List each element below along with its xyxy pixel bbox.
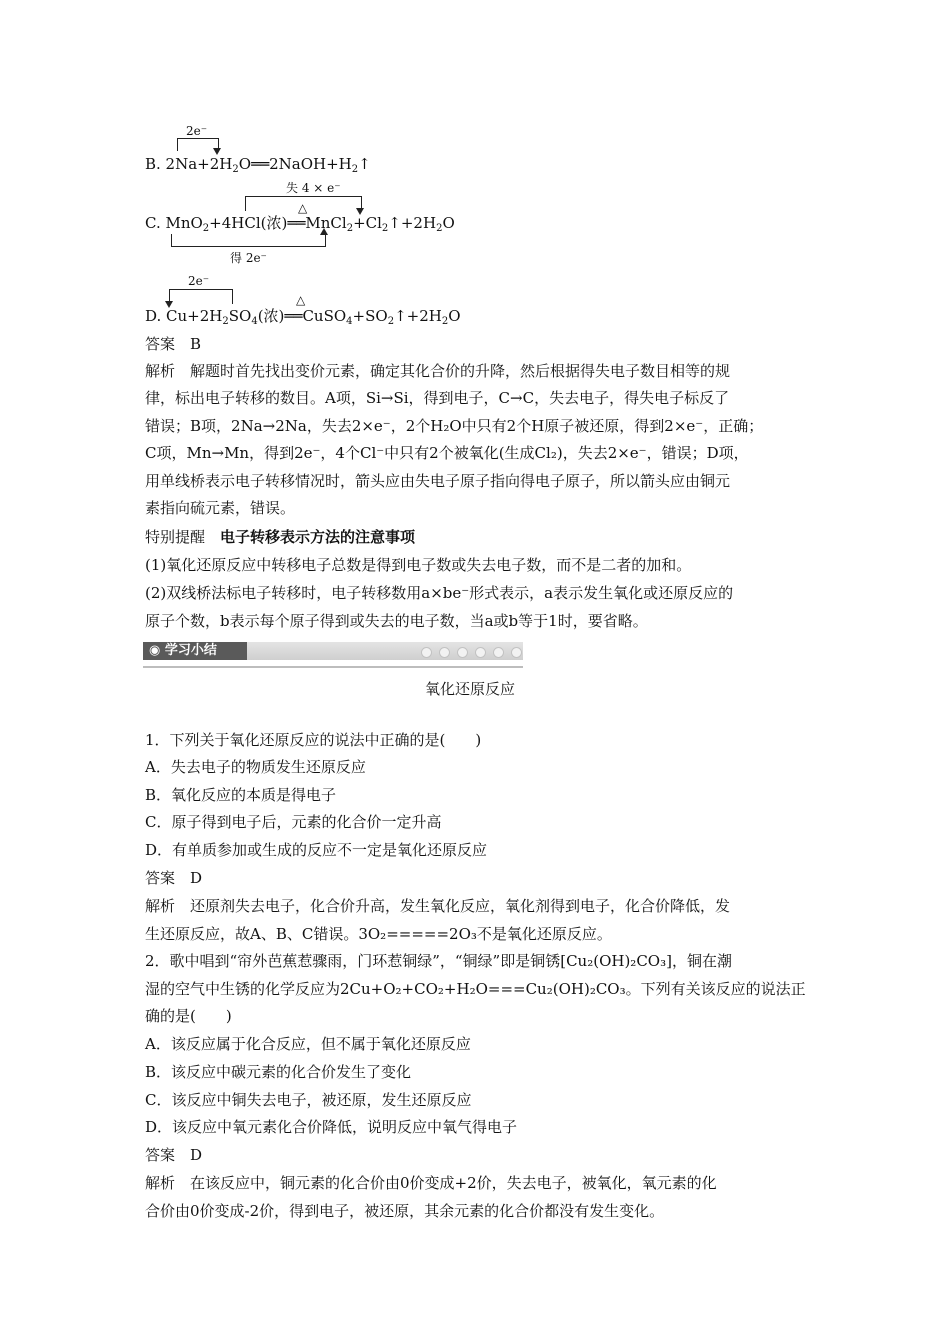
analysis-1-line: 律，标出电子转移的数目。A项，Si→Si，得到电子，C→C，失去电子，得失电子标反了 bbox=[145, 389, 730, 407]
analysis-1-line: 用单线桥表示电子转移情况时，箭头应由失电子原子指向得电子原子，所以箭头应由铜元 bbox=[145, 472, 731, 490]
banner-title: ◉ 学习小结 bbox=[143, 642, 253, 660]
dot-icon bbox=[511, 647, 522, 658]
tip-line: (1)氧化还原反应中转移电子总数是得到电子数或失去电子数，而不是二者的加和。 bbox=[145, 556, 692, 574]
question-2-analysis: 解析 在该反应中，铜元素的化合价由0价变成+2价，失去电子，被氧化，氧元素的化 bbox=[145, 1174, 717, 1192]
answer-1: 答案 B bbox=[145, 335, 202, 353]
dot-icon bbox=[475, 647, 486, 658]
question-1-analysis: 解析 还原剂失去电子，化合价升高，发生氧化反应，氧化剂得到电子，化合价降低，发 bbox=[145, 897, 731, 915]
question-2-option: C．该反应中铜失去电子，被还原，发生还原反应 bbox=[145, 1091, 472, 1109]
dot-icon bbox=[493, 647, 504, 658]
question-1-option: D．有单质参加或生成的反应不一定是氧化还原反应 bbox=[145, 841, 488, 859]
question-1-option: C．原子得到电子后，元素的化合价一定升高 bbox=[145, 813, 442, 831]
question-1-answer: 答案 D bbox=[145, 869, 203, 887]
banner-rule bbox=[143, 666, 523, 668]
eq-d-delta: △ bbox=[296, 293, 306, 307]
analysis-1-line: 错误；B项，2Na→2Na，失去2×e⁻，2个H₂O中只有2个H原子被还原，得到2×e⁻，正确； bbox=[145, 417, 764, 435]
eq-c-bottom-bridge bbox=[171, 234, 326, 247]
eq-d-electron-label: 2e⁻ bbox=[188, 274, 210, 288]
eq-c-line: C. MnO$_2$+4HCl(浓)$══MnCl_2+Cl_2↑+2H_2O$ bbox=[145, 214, 455, 234]
summary-title: 氧化还原反应 bbox=[425, 680, 516, 698]
analysis-1-line: C项，Mn→Mn，得到2e⁻，4个Cl⁻中只有2个被氧化(生成Cl₂)，失去2×e⁻，错误；D项， bbox=[145, 444, 749, 462]
eq-d-bridge bbox=[169, 289, 233, 304]
question-2-option: D．该反应中氧元素化合价降低，说明反应中氧气得电子 bbox=[145, 1118, 518, 1136]
dot-icon bbox=[421, 647, 432, 658]
dot-icon bbox=[457, 647, 468, 658]
question-1-analysis: 生还原反应，故A、B、C错误。3O₂=====2O₃不是氧化还原反应。 bbox=[145, 925, 612, 943]
eq-c-gain-label: 得 2e⁻ bbox=[230, 251, 267, 265]
tip-label: 特别提醒 bbox=[145, 528, 221, 546]
question-2-stem: 湿的空气中生锈的化学反应为2Cu+O₂+CO₂+H₂O===Cu₂(OH)₂CO₃。下列有关该反应的说法正 bbox=[145, 980, 806, 998]
analysis-1-line: 素指向硫元素，错误。 bbox=[145, 499, 296, 517]
section-banner bbox=[143, 642, 523, 670]
tip-line: 原子个数，b表示每个原子得到或失去的电子数，当a或b等于1时，要省略。 bbox=[145, 612, 648, 630]
question-1-stem: 1．下列关于氧化还原反应的说法中正确的是( ) bbox=[145, 731, 482, 749]
eq-b-electron-label: 2e⁻ bbox=[186, 124, 208, 138]
eq-d-line: D. $Cu+2H_2SO_4$(浓)$══CuSO_4+SO_2↑+2H_2O$ bbox=[145, 307, 461, 327]
question-2-answer: 答案 D bbox=[145, 1146, 203, 1164]
question-2-option: A．该反应属于化合反应，但不属于氧化还原反应 bbox=[145, 1035, 471, 1053]
tip-line: (2)双线桥法标电子转移时，电子转移数用a×be⁻形式表示，a表示发生氧化或还原反应的 bbox=[145, 584, 734, 602]
tip-heading bbox=[145, 527, 415, 547]
question-1-option: B．氧化反应的本质是得电子 bbox=[145, 786, 337, 804]
eq-c-lose-label: 失 4 × e⁻ bbox=[286, 181, 341, 195]
question-2-stem: 确的是( ) bbox=[145, 1007, 232, 1025]
tip-title: 电子转移表示方法的注意事项 bbox=[220, 528, 416, 546]
question-2-analysis: 合价由0价变成-2价，得到电子，被还原，其余元素的化合价都没有发生变化。 bbox=[145, 1202, 665, 1220]
analysis-1-line: 解析 解题时首先找出变价元素，确定其化合价的升降，然后根据得失电子数目相等的规 bbox=[145, 362, 731, 380]
question-2-stem: 2．歌中唱到“帘外芭蕉惹骤雨，门环惹铜绿”，“铜绿”即是铜锈[Cu₂(OH)₂CO₃]，铜在潮 bbox=[145, 952, 732, 970]
dot-icon bbox=[439, 647, 450, 658]
question-1-option: A．失去电子的物质发生还原反应 bbox=[145, 758, 366, 776]
eq-c-delta: △ bbox=[298, 201, 308, 215]
eq-b-line: B. $2Na+2H_2O══2NaOH+H_2↑$ bbox=[145, 155, 371, 175]
arrow-up-icon bbox=[320, 228, 328, 235]
question-2-option: B．该反应中碳元素的化合价发生了变化 bbox=[145, 1063, 412, 1081]
banner-decoration bbox=[247, 642, 523, 660]
